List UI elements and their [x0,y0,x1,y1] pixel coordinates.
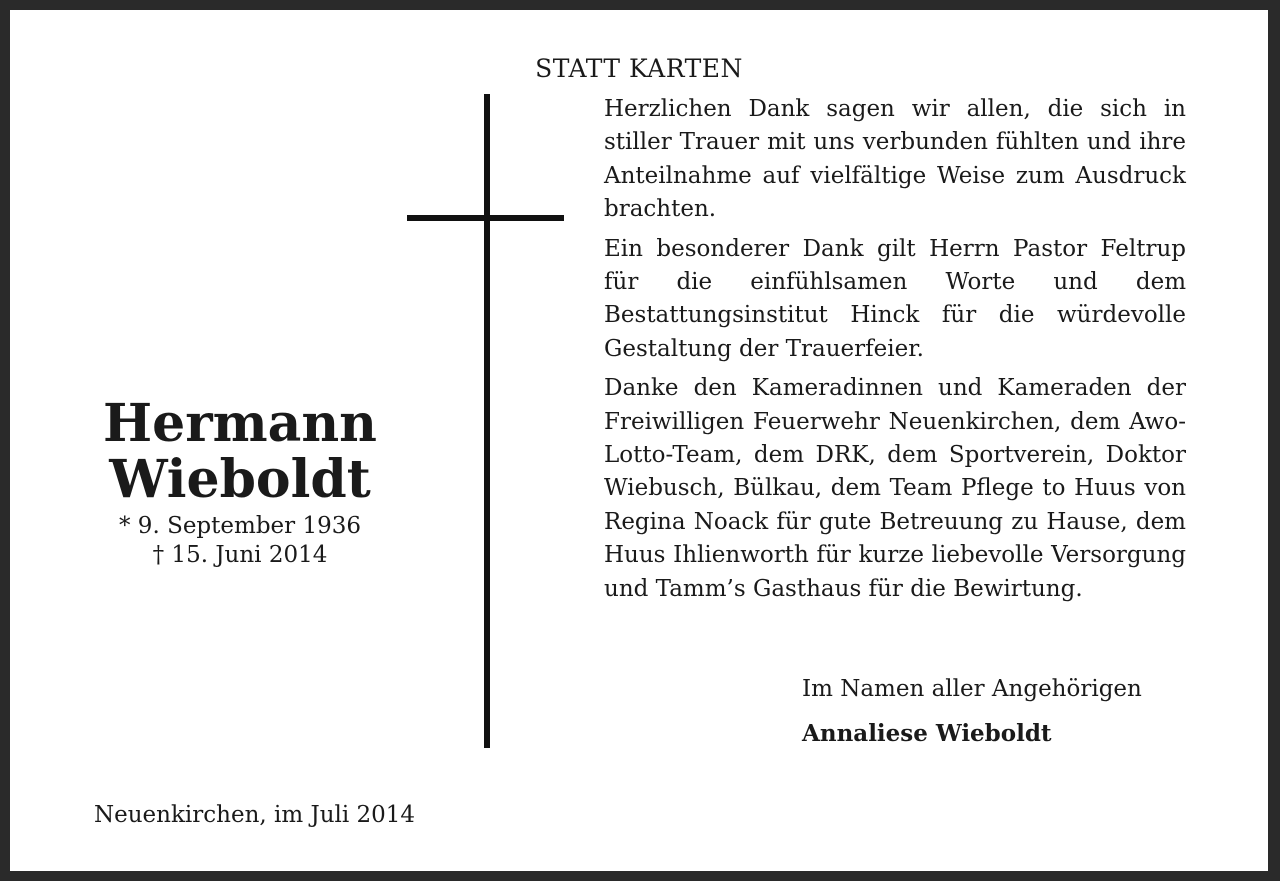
paragraph: Herzlichen Dank sagen wir allen, die sich in stiller Trauer mit uns verbunden fühlten und ihre Anteilnahme auf vielfältige Weise zum Ausdruck brachten. [604,96,1186,223]
thanks-text [604,93,1186,612]
death-date: † 15. Juni 2014 [152,542,328,568]
cross-icon-bar [407,215,564,221]
deceased-block [90,393,390,570]
cross-icon [484,94,490,748]
signature-name: Annaliese Wieboldt [802,720,1052,747]
obituary-card [10,10,1268,871]
deceased-last-name: Wieboldt [109,449,371,510]
signature-block [802,674,1192,749]
deceased-first-name: Hermann [103,393,377,454]
birth-date: * 9. September 1936 [119,513,361,539]
paragraph: Danke den Kameradinnen und Kameraden der Freiwilligen Feuerwehr Neuenkirchen, dem Awo-Lotto-Team, dem DRK, dem Sportverein, Doktor Wiebusch, Bülkau, dem Team Pflege to Huus von Regina Noack für gute Betreuung zu Hause, dem Huus Ihlienworth für kurze liebevolle Versorgung und Tamm’s Gasthaus für die Bewirtung. [604,375,1186,602]
signature-line: Im Namen aller Angehörigen [802,676,1142,702]
header-statt-karten: STATT KARTEN [535,54,743,83]
paragraph: Ein besonderer Dank gilt Herrn Pastor Feltrup für die einfühlsamen Worte und dem Bestattungsinstitut Hinck für die würdevolle Gestaltung der Trauerfeier. [604,235,1186,362]
place-date: Neuenkirchen, im Juli 2014 [94,802,416,828]
